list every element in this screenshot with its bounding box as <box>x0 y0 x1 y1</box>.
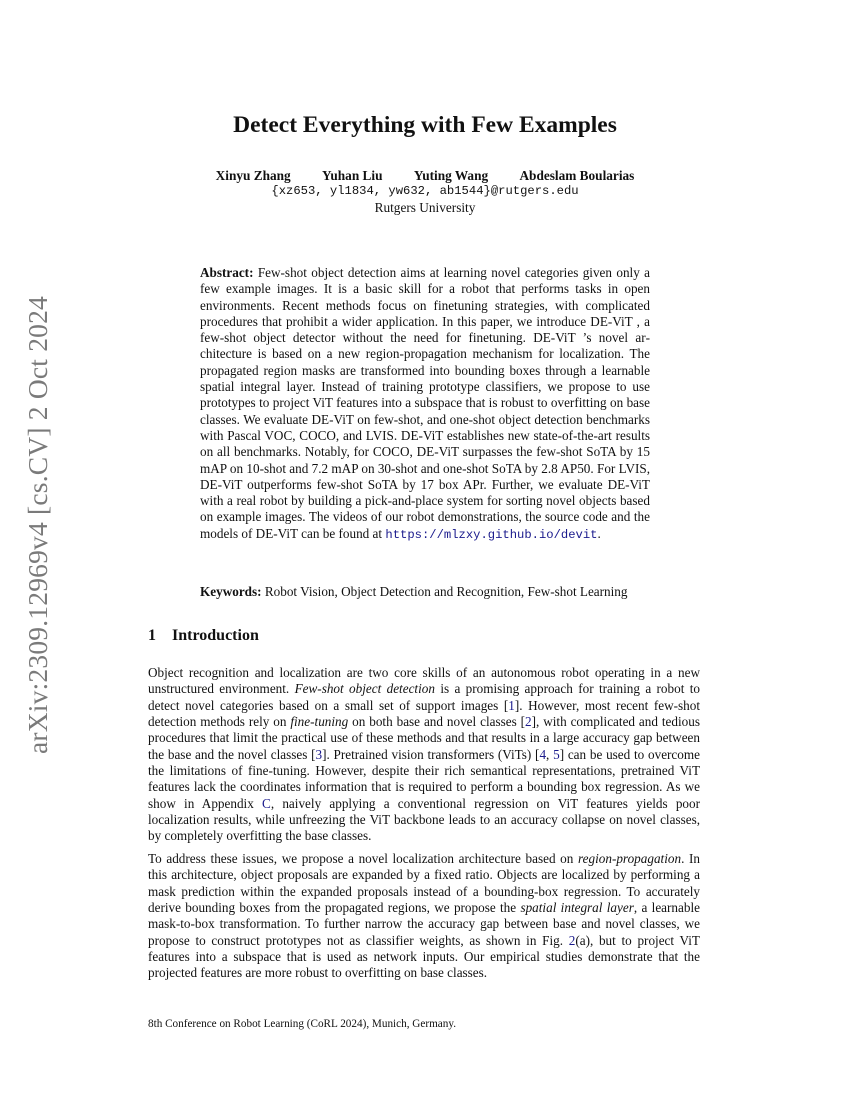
text: ], with complicated and tedious procedures that limit the practical use of these methods and that results in a large accuracy gap between the base and the novel classes [ <box>148 714 700 762</box>
section-title: Introduction <box>172 627 259 644</box>
emphasis: Few-shot object detection <box>294 681 435 697</box>
section-number: 1 <box>148 627 156 644</box>
text: , a learnable mask-to-box transformation. To further narrow the accuracy gap between base and novel classes, we propose to construct prototypes not as classifier weights, as shown in Fig. <box>148 900 700 948</box>
citation-link[interactable]: 5 <box>553 746 560 762</box>
appendix-link[interactable]: C <box>262 795 271 811</box>
text: Object recognition and localization are two core skills of an autonomous robot operating in a new unstructured environment. <box>148 665 700 697</box>
author: Abdeslam Boularias <box>519 168 635 183</box>
text: . In this architecture, object proposals are expanded by a fixed ratio. Objects are localized by performing a mask prediction within the expanded proposals instead of a bounding-box regression. To accurately derive bounding boxes from the propagated regions, we propose the <box>148 851 700 916</box>
emphasis: region-propagation <box>578 851 682 866</box>
author-list <box>0 168 850 184</box>
text: on both base and novel classes [ <box>348 714 526 730</box>
project-url-link[interactable]: https://mlzxy.github.io/devit <box>385 527 598 542</box>
intro-paragraph-1 <box>148 665 700 845</box>
abstract <box>200 265 650 543</box>
author: Yuting Wang <box>413 168 489 183</box>
text: ]. Pretrained vision transformers (ViTs) [ <box>322 746 540 762</box>
author-emails: {xz653, yl1834, yw632, ab1544}@rutgers.edu <box>271 184 579 198</box>
author: Xinyu Zhang <box>215 168 291 183</box>
text: , <box>546 746 554 762</box>
affiliation: Rutgers University <box>374 200 476 215</box>
emphasis: spatial integral layer <box>520 900 634 916</box>
emphasis: fine-tuning <box>290 714 349 730</box>
arxiv-stamp <box>18 295 58 755</box>
abstract-text: Few-shot object detection aims at learning novel categories given only a few example images. It is a basic skill for a robot that performs tasks in open environments. Recent methods focus on finetuning strategies, with complicated procedures that prohibit a wider application. In this paper, we introduce DE-ViT , a few-shot object detector without the need for finetuning. DE-ViT ’s novel architecture is based on a new region-propagation mechanism for localization. The propagated region masks are transformed into bounding boxes through a learnable spatial integral layer. Instead of training prototype classifiers, we propose to use prototypes to project ViT features into a subspace that is robust to overfitting on base classes. We evaluate DE-ViT on few-shot, and one-shot object detection benchmarks with Pascal VOC, COCO, and LVIS. DE-ViT establishes new state-of-the-art results on all benchmarks. Notably, for COCO, DE-ViT surpasses the few-shot SoTA by 15 mAP on 10-shot and 7.2 mAP on 30-shot and one-shot SoTA by 2.8 AP50. For LVIS, DE-ViT outperforms few-shot SoTA by 17 box APr. Further, we evaluate DE-ViT with a real robot by building a pick-and-place system for sorting novel objects based on example images. The videos of our robot demonstrations, the source code and the models of DE-ViT can be found at <box>200 265 650 541</box>
citation-link[interactable]: 4 <box>539 746 547 762</box>
text: is a promising approach for training a robot to detect novel categories based on a small set of support images [ <box>148 681 700 713</box>
section-heading-introduction <box>148 627 259 645</box>
conference-footnote: 8th Conference on Robot Learning (CoRL 2024), Munich, Germany. <box>148 1018 456 1030</box>
text: (a), but to project ViT features into a subspace that is used as network inputs. Our empirical studies demonstrate that the projected features are more robust to overfitting on base classes. <box>148 932 700 981</box>
paper-title: Detect Everything with Few Examples <box>233 112 617 138</box>
intro-paragraph-2 <box>148 851 700 982</box>
figure-link[interactable]: 2 <box>568 932 576 948</box>
author: Yuhan Liu <box>322 168 383 183</box>
abstract-end: . <box>597 525 601 541</box>
text: ] can be used to overcome the limitations of fine-tuning. However, despite their rich semantical representations, pretrained ViT features lack the coordinates information that is required to perform a bounding box regression. As we show in Appendix <box>148 746 700 811</box>
citation-link[interactable]: 2 <box>525 714 532 730</box>
arxiv-stamp-text: arXiv:2309.12969v4 [cs.CV] 2 Oct 2024 <box>22 295 53 755</box>
text: To address these issues, we propose a novel localization architecture based on <box>148 851 578 866</box>
citation-link[interactable]: 1 <box>508 697 515 713</box>
keywords-text: Robot Vision, Object Detection and Recognition, Few-shot Learning <box>261 584 628 599</box>
citation-link[interactable]: 3 <box>315 746 323 762</box>
keywords <box>200 584 660 600</box>
text: ]. However, most recent few-shot detection methods rely on <box>148 697 700 730</box>
abstract-label: Abstract: <box>200 265 254 280</box>
keywords-label: Keywords: <box>200 584 262 599</box>
text: , naively applying a conventional regression on ViT features yields poor localization results, while unfreezing the ViT backbone leads to an accuracy collapse on novel classes, by completely overfitting the base classes. <box>148 795 700 844</box>
